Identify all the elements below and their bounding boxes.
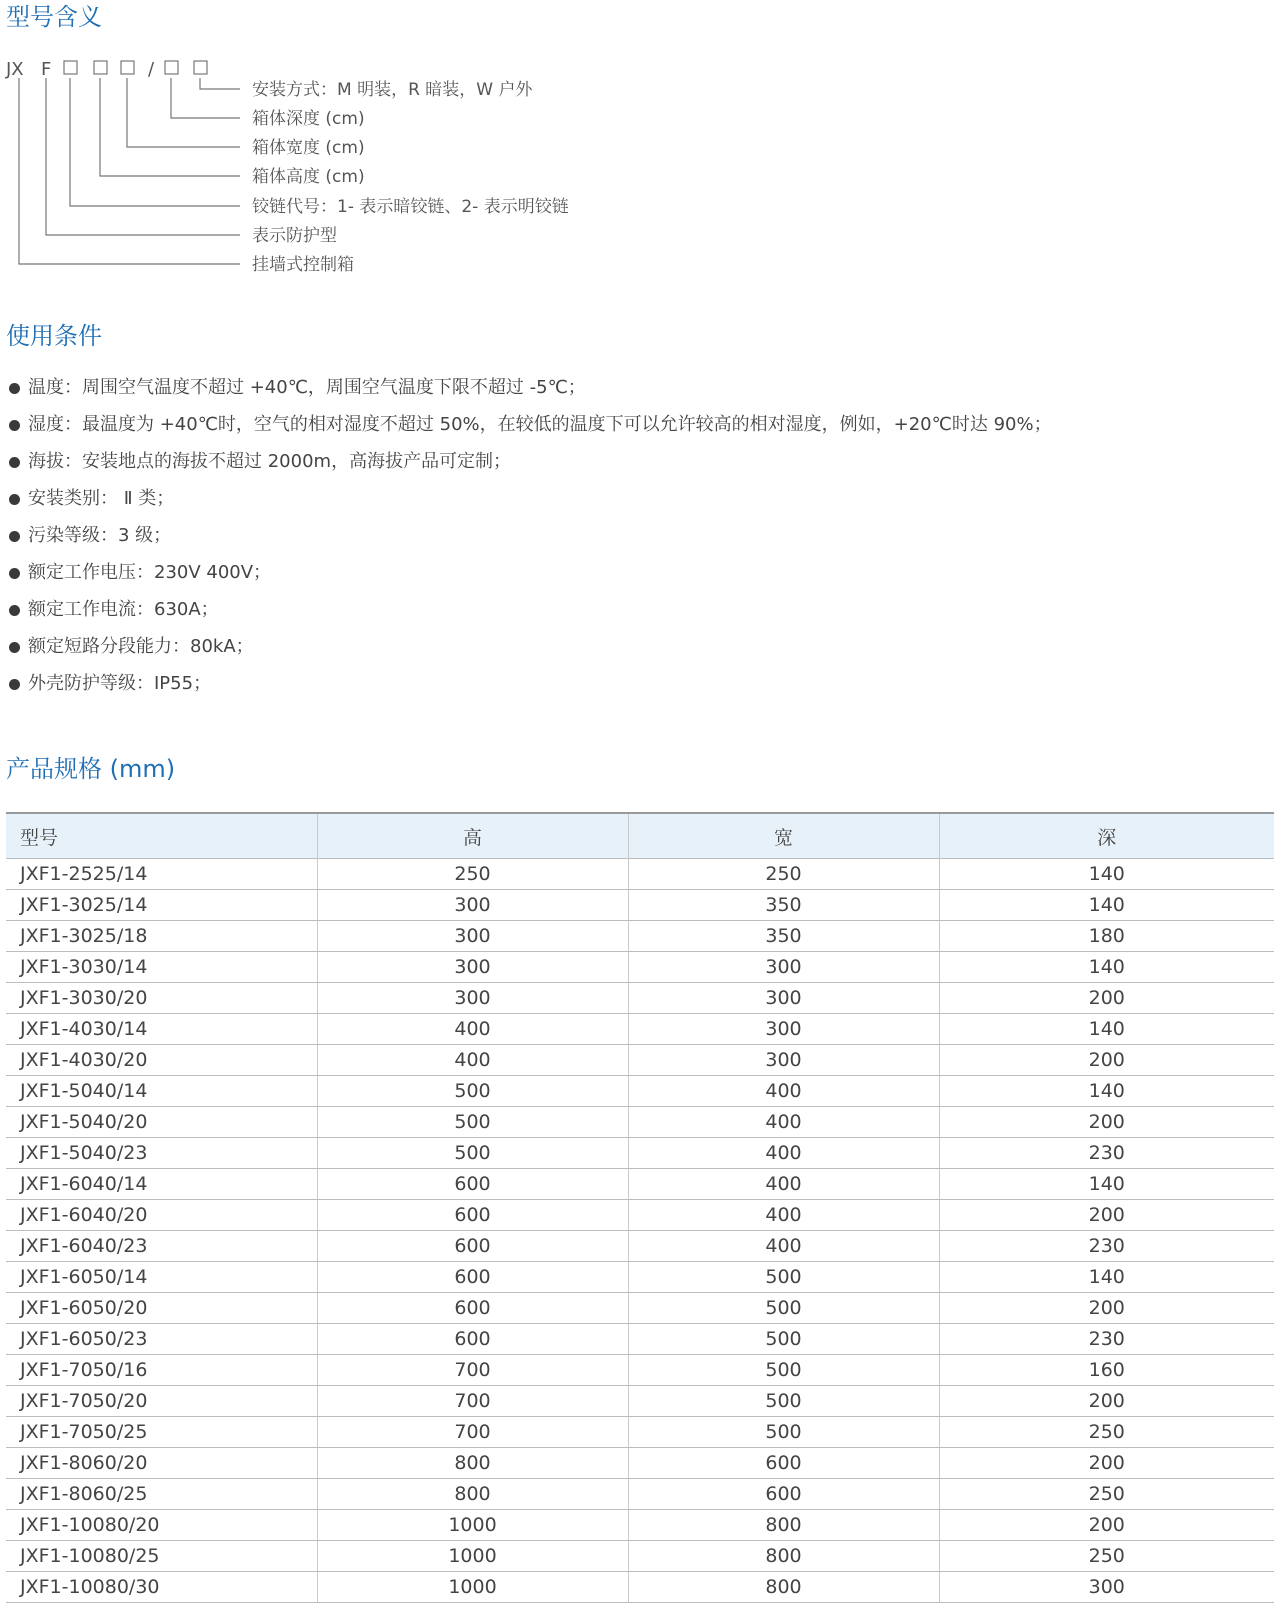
header-model: 型号 — [6, 813, 317, 859]
table-row — [6, 1417, 1274, 1448]
leader-lines — [19, 78, 240, 264]
cell-height: 1000 — [317, 1572, 628, 1603]
cell-model: JXF1-10080/20 — [6, 1510, 317, 1541]
cell-height: 300 — [317, 983, 628, 1014]
table-row — [6, 1572, 1274, 1603]
code-box-width — [121, 61, 134, 74]
bullet-icon — [9, 457, 20, 468]
cell-depth: 160 — [939, 1355, 1274, 1386]
cell-width: 800 — [628, 1510, 939, 1541]
cell-height: 250 — [317, 859, 628, 890]
legend-height: 箱体高度 (cm) — [252, 167, 365, 187]
cell-height: 800 — [317, 1479, 628, 1510]
cell-model: JXF1-5040/14 — [6, 1076, 317, 1107]
conditions-list — [6, 375, 1052, 708]
condition-item: 安装类别： Ⅱ 类； — [6, 486, 1052, 523]
cell-width: 500 — [628, 1355, 939, 1386]
section-title-model-meaning: 型号含义 — [6, 3, 102, 31]
table-row — [6, 952, 1274, 983]
cell-width: 300 — [628, 983, 939, 1014]
section-title-conditions: 使用条件 — [6, 322, 102, 350]
table-row — [6, 1169, 1274, 1200]
cell-width: 500 — [628, 1417, 939, 1448]
cell-height: 300 — [317, 890, 628, 921]
table-row — [6, 983, 1274, 1014]
code-box-install — [194, 61, 207, 74]
cell-height: 400 — [317, 1045, 628, 1076]
cell-height: 600 — [317, 1169, 628, 1200]
cell-depth: 200 — [939, 1386, 1274, 1417]
cell-model: JXF1-6040/14 — [6, 1169, 317, 1200]
cell-width: 300 — [628, 1014, 939, 1045]
cell-width: 400 — [628, 1169, 939, 1200]
cell-depth: 140 — [939, 859, 1274, 890]
header-height: 高 — [317, 813, 628, 859]
table-row — [6, 1448, 1274, 1479]
cell-model: JXF1-6050/23 — [6, 1324, 317, 1355]
bullet-icon — [9, 605, 20, 616]
cell-height: 600 — [317, 1262, 628, 1293]
table-row — [6, 890, 1274, 921]
cell-width: 800 — [628, 1541, 939, 1572]
cell-width: 800 — [628, 1572, 939, 1603]
header-width: 宽 — [628, 813, 939, 859]
header-depth: 深 — [939, 813, 1274, 859]
cell-width: 500 — [628, 1324, 939, 1355]
cell-model: JXF1-3025/14 — [6, 890, 317, 921]
table-row — [6, 1076, 1274, 1107]
bullet-icon — [9, 568, 20, 579]
cell-depth: 140 — [939, 1169, 1274, 1200]
table-row — [6, 1045, 1274, 1076]
model-code-diagram — [0, 50, 640, 280]
table-row — [6, 1293, 1274, 1324]
cell-model: JXF1-6050/20 — [6, 1293, 317, 1324]
cell-model: JXF1-6040/23 — [6, 1231, 317, 1262]
table-row — [6, 1262, 1274, 1293]
cell-width: 300 — [628, 952, 939, 983]
cell-depth: 140 — [939, 890, 1274, 921]
cell-width: 500 — [628, 1293, 939, 1324]
cell-model: JXF1-4030/20 — [6, 1045, 317, 1076]
cell-depth: 140 — [939, 1076, 1274, 1107]
cell-height: 300 — [317, 952, 628, 983]
condition-item: 额定短路分段能力：80kA； — [6, 634, 1052, 671]
cell-depth: 200 — [939, 1293, 1274, 1324]
cell-depth: 200 — [939, 983, 1274, 1014]
table-row — [6, 1231, 1274, 1262]
cell-height: 300 — [317, 921, 628, 952]
legend-install: 安装方式：M 明装，R 暗装，W 户外 — [252, 80, 533, 100]
cell-height: 500 — [317, 1107, 628, 1138]
legend-hinge: 铰链代号：1- 表示暗铰链、2- 表示明铰链 — [252, 197, 569, 217]
legend-wall-box: 挂墙式控制箱 — [252, 255, 354, 275]
bullet-icon — [9, 679, 20, 690]
cell-height: 600 — [317, 1324, 628, 1355]
code-prefix: JX — [6, 59, 24, 80]
bullet-icon — [9, 642, 20, 653]
cell-model: JXF1-10080/30 — [6, 1572, 317, 1603]
legend-protection: 表示防护型 — [252, 226, 337, 246]
cell-width: 600 — [628, 1479, 939, 1510]
cell-height: 700 — [317, 1417, 628, 1448]
cell-depth: 230 — [939, 1138, 1274, 1169]
table-row — [6, 1200, 1274, 1231]
cell-model: JXF1-8060/20 — [6, 1448, 317, 1479]
cell-model: JXF1-3025/18 — [6, 921, 317, 952]
cell-width: 400 — [628, 1107, 939, 1138]
cell-width: 350 — [628, 921, 939, 952]
bullet-icon — [9, 531, 20, 542]
cell-model: JXF1-6050/14 — [6, 1262, 317, 1293]
cell-width: 350 — [628, 890, 939, 921]
cell-depth: 250 — [939, 1417, 1274, 1448]
condition-item: 额定工作电压：230V 400V； — [6, 560, 1052, 597]
table-row — [6, 921, 1274, 952]
table-row — [6, 859, 1274, 890]
cell-depth: 180 — [939, 921, 1274, 952]
cell-model: JXF1-5040/23 — [6, 1138, 317, 1169]
bullet-icon — [9, 383, 20, 394]
cell-height: 1000 — [317, 1541, 628, 1572]
cell-depth: 200 — [939, 1448, 1274, 1479]
condition-item: 温度：周围空气温度不超过 +40℃，周围空气温度下限不超过 -5℃； — [6, 375, 1052, 412]
cell-model: JXF1-3030/14 — [6, 952, 317, 983]
cell-depth: 230 — [939, 1231, 1274, 1262]
code-box-hinge — [64, 61, 77, 74]
cell-depth: 140 — [939, 1014, 1274, 1045]
table-row — [6, 1479, 1274, 1510]
cell-width: 400 — [628, 1138, 939, 1169]
cell-height: 600 — [317, 1231, 628, 1262]
cell-depth: 230 — [939, 1324, 1274, 1355]
cell-depth: 300 — [939, 1572, 1274, 1603]
cell-model: JXF1-3030/20 — [6, 983, 317, 1014]
cell-depth: 140 — [939, 952, 1274, 983]
cell-width: 500 — [628, 1386, 939, 1417]
table-row — [6, 1138, 1274, 1169]
cell-height: 500 — [317, 1076, 628, 1107]
cell-height: 600 — [317, 1293, 628, 1324]
cell-depth: 200 — [939, 1107, 1274, 1138]
table-header-row — [6, 813, 1274, 859]
cell-model: JXF1-7050/16 — [6, 1355, 317, 1386]
cell-height: 1000 — [317, 1510, 628, 1541]
condition-item: 额定工作电流：630A； — [6, 597, 1052, 634]
condition-item: 污染等级：3 级； — [6, 523, 1052, 560]
code-box-height — [94, 61, 107, 74]
cell-depth: 200 — [939, 1045, 1274, 1076]
legend-depth: 箱体深度 (cm) — [252, 109, 365, 129]
cell-width: 300 — [628, 1045, 939, 1076]
cell-model: JXF1-7050/20 — [6, 1386, 317, 1417]
table-row — [6, 1355, 1274, 1386]
cell-height: 400 — [317, 1014, 628, 1045]
cell-width: 500 — [628, 1262, 939, 1293]
code-f: F — [41, 59, 52, 80]
cell-model: JXF1-10080/25 — [6, 1541, 317, 1572]
cell-width: 600 — [628, 1448, 939, 1479]
legend-width: 箱体宽度 (cm) — [252, 138, 365, 158]
cell-model: JXF1-4030/14 — [6, 1014, 317, 1045]
cell-depth: 250 — [939, 1479, 1274, 1510]
cell-width: 250 — [628, 859, 939, 890]
table-body — [6, 859, 1274, 1603]
table-row — [6, 1541, 1274, 1572]
table-row — [6, 1107, 1274, 1138]
cell-width: 400 — [628, 1200, 939, 1231]
cell-model: JXF1-6040/20 — [6, 1200, 317, 1231]
cell-height: 700 — [317, 1386, 628, 1417]
table-row — [6, 1510, 1274, 1541]
cell-height: 700 — [317, 1355, 628, 1386]
code-slash: / — [148, 59, 155, 80]
condition-item: 海拔：安装地点的海拔不超过 2000m，高海拔产品可定制； — [6, 449, 1052, 486]
cell-width: 400 — [628, 1076, 939, 1107]
cell-height: 600 — [317, 1200, 628, 1231]
cell-width: 400 — [628, 1231, 939, 1262]
cell-depth: 200 — [939, 1200, 1274, 1231]
cell-depth: 250 — [939, 1541, 1274, 1572]
condition-item: 湿度：最温度为 +40℃时，空气的相对湿度不超过 50%，在较低的温度下可以允许较高的相对湿度，例如，+20℃时达 90%； — [6, 412, 1052, 449]
table-row — [6, 1324, 1274, 1355]
cell-model: JXF1-8060/25 — [6, 1479, 317, 1510]
condition-item: 外壳防护等级：IP55； — [6, 671, 1052, 708]
table-row — [6, 1386, 1274, 1417]
cell-model: JXF1-7050/25 — [6, 1417, 317, 1448]
bullet-icon — [9, 420, 20, 431]
cell-model: JXF1-5040/20 — [6, 1107, 317, 1138]
bullet-icon — [9, 494, 20, 505]
cell-depth: 140 — [939, 1262, 1274, 1293]
code-box-depth — [165, 61, 178, 74]
table-row — [6, 1014, 1274, 1045]
cell-depth: 200 — [939, 1510, 1274, 1541]
cell-height: 800 — [317, 1448, 628, 1479]
cell-height: 500 — [317, 1138, 628, 1169]
cell-model: JXF1-2525/14 — [6, 859, 317, 890]
section-title-specs: 产品规格 (mm) — [6, 755, 176, 783]
spec-table — [6, 812, 1274, 1603]
